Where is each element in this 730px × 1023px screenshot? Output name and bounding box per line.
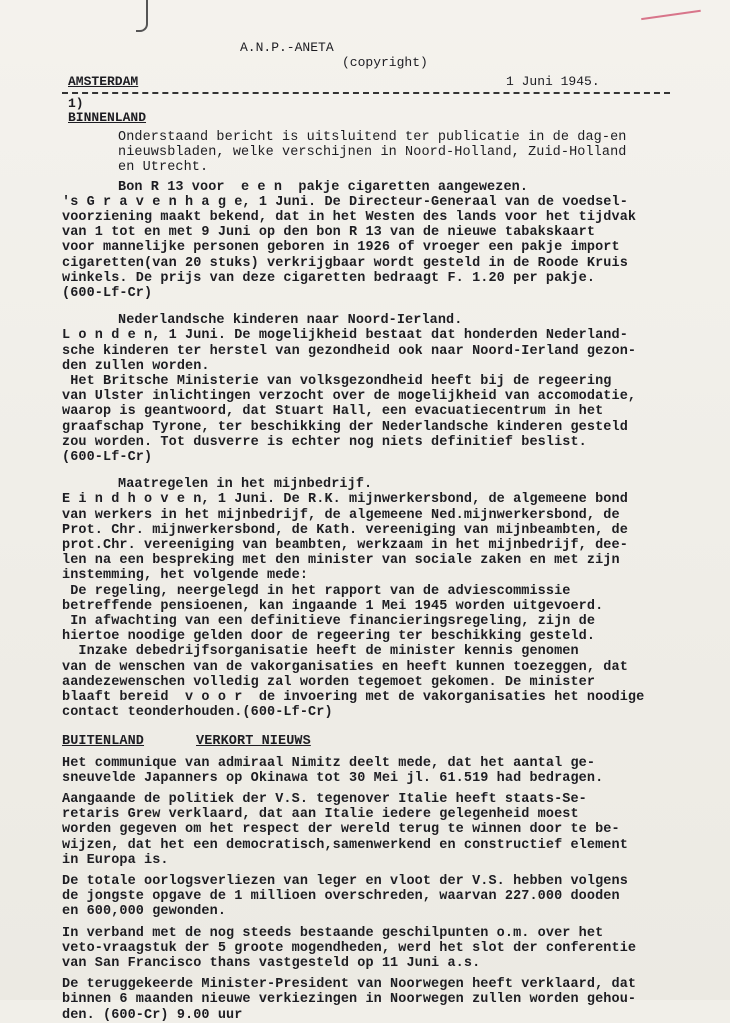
intro-line: en Utrecht. xyxy=(118,160,209,176)
article-line: blaaft bereid v o o r de invoering met de vakorganisaties het noodige xyxy=(62,690,645,705)
news-line: van San Francisco thans vastgesteld op 11 Juni a.s. xyxy=(62,956,481,971)
intro-line: nieuwsbladen, welke verschijnen in Noord-Holland, Zuid-Holland xyxy=(118,145,627,161)
news-line: worden gegeven om het respect der wereld terug te winnen door te be- xyxy=(62,822,620,838)
punch-hole-mark xyxy=(136,0,148,32)
article-line: contact teonderhouden.(600-Lf-Cr) xyxy=(62,705,333,721)
news-line: binnen 6 maanden nieuwe verkiezingen in Noorwegen zullen worden gehou- xyxy=(62,992,637,1008)
article-headline: Bon R 13 voor e e n pakje cigaretten aangewezen. xyxy=(118,179,529,195)
news-line: den. (600-Cr) 9.00 uur xyxy=(62,1007,243,1023)
article-line: hiertoe noodige gelden door de regeering ter beschikking gesteld. xyxy=(62,629,596,645)
news-line: sneuvelde Japanners op Okinawa tot 30 Mei jl. 61.519 had bedragen. xyxy=(62,770,604,786)
article-line: E i n d h o v e n, 1 Juni. De R.K. mijnwerkersbond, de algemeene bond xyxy=(62,492,628,508)
article-line: (600-Lf-Cr) xyxy=(62,286,153,301)
agency-name: A.N.P.-ANETA xyxy=(240,40,334,55)
article-line: len na een bespreking met den minister van sociale zaken en met zijn xyxy=(62,553,620,569)
article-line: voor mannelijke personen geboren in 1926 of vroeger een pakje import xyxy=(62,240,620,256)
news-line: veto-vraagstuk der 5 groote mogendheden, werd het slot der conferentie xyxy=(62,940,637,956)
article-line: 's G r a v e n h a g e, 1 Juni. De Directeur-Generaal van de voedsel- xyxy=(62,194,628,210)
article-headline: Maatregelen in het mijnbedrijf. xyxy=(118,477,373,493)
article-line: waarop is geantwoord, dat Stuart Hall, een evacuatiecentrum in het xyxy=(62,404,604,420)
article-line: den zullen worden. xyxy=(62,358,210,374)
article-line: Prot. Chr. mijnwerkersbond, de Kath. vereeniging van mijnbeambten, de xyxy=(62,522,628,538)
article-line: sche kinderen ter herstel van gezondheid ook naar Noord-Ierland gezon- xyxy=(62,343,637,359)
article-line: prot.Chr. vereeniging van beambten, werkzaam in het mijnbedrijf, dee- xyxy=(62,538,628,553)
article-line: zou worden. Tot dusverre is echter nog niets definitief beslist. xyxy=(62,434,587,450)
article-line: betreffende pensioenen, kan ingaande 1 Mei 1945 worden uitgevoerd. xyxy=(62,598,604,614)
article-line: aandezewenschen volledig zal worden tegemoet gekomen. De minister xyxy=(62,674,596,690)
article-line: van de wenschen van de vakorganisaties en heeft kunnen toezeggen, dat xyxy=(62,659,628,675)
article-line: voorziening maakt bekend, dat in het Westen des lands voor het tijdvak xyxy=(62,210,637,225)
article-line: graafschap Tyrone, ter beschikking der Nederlandsche kinderen gesteld xyxy=(62,419,628,435)
header-divider xyxy=(62,92,670,94)
section-number: 1) xyxy=(68,96,84,111)
news-line: de jongste opgave de 1 millioen overschreden, waarvan 227.000 dooden xyxy=(62,889,620,905)
article-line: (600-Lf-Cr) xyxy=(62,450,153,465)
news-line: wijzen, dat het een democratisch,samenwerkend en constructief element xyxy=(62,837,628,853)
news-line: De totale oorlogsverliezen van leger en vloot der V.S. hebben volgens xyxy=(62,874,628,889)
article-line: winkels. De prijs van deze cigaretten bedraagt F. 1.20 per pakje. xyxy=(62,270,596,286)
article-line: van Ulster inlichtingen verzocht over de mogelijkheid van accomodatie, xyxy=(62,389,637,405)
section-title: BINNENLAND xyxy=(68,110,147,125)
intro-line: Onderstaand bericht is uitsluitend ter publicatie in de dag-en xyxy=(118,130,627,145)
copyright-note: (copyright) xyxy=(342,55,428,70)
city: AMSTERDAM xyxy=(68,74,139,89)
article-line: Het Britsche Ministerie van volksgezondheid heeft bij de regeering xyxy=(62,374,612,389)
news-line: In verband met de nog steeds bestaande geschilpunten o.m. over het xyxy=(62,925,604,941)
article-headline: Nederlandsche kinderen naar Noord-Ierland. xyxy=(118,313,463,329)
article-line: L o n d e n, 1 Juni. De mogelijkheid bestaat dat honderden Nederland- xyxy=(62,328,628,344)
article-line: In afwachting van een definitieve financieringsregeling, zijn de xyxy=(62,614,596,629)
article-line: van werkers in het mijnbedrijf, de algemeene Ned.mijnwerkersbond, de xyxy=(62,507,620,523)
news-line: Het communique van admiraal Nimitz deelt mede, dat het aantal ge- xyxy=(62,755,596,771)
section2-title-right: VERKORT NIEUWS xyxy=(196,734,311,750)
news-line: De teruggekeerde Minister-President van Noorwegen heeft verklaard, dat xyxy=(62,977,637,993)
article-line: Inzake debedrijfsorganisatie heeft de minister kennis genomen xyxy=(62,644,579,660)
section2-title-left: BUITENLAND xyxy=(62,734,145,750)
article-line: cigaretten(van 20 stuks) verkrijgbaar wordt gesteld in de Roode Kruis xyxy=(62,255,628,271)
ink-mark xyxy=(639,0,701,20)
news-line: en 600,000 gewonden. xyxy=(62,904,227,920)
news-line: retaris Grew verklaard, dat aan Italie iedere gelegenheid moest xyxy=(62,807,579,823)
article-line: van 1 tot en met 9 Juni op den bon R 13 van de nieuwe tabakskaart xyxy=(62,225,596,241)
news-line: in Europa is. xyxy=(62,852,169,868)
news-line: Aangaande de politiek der V.S. tegenover Italie heeft staats-Se- xyxy=(62,792,587,807)
article-line: instemming, het volgende mede: xyxy=(62,568,309,584)
article-line: De regeling, neergelegd in het rapport van de adviescommissie xyxy=(62,583,571,599)
date: 1 Juni 1945. xyxy=(506,74,600,89)
